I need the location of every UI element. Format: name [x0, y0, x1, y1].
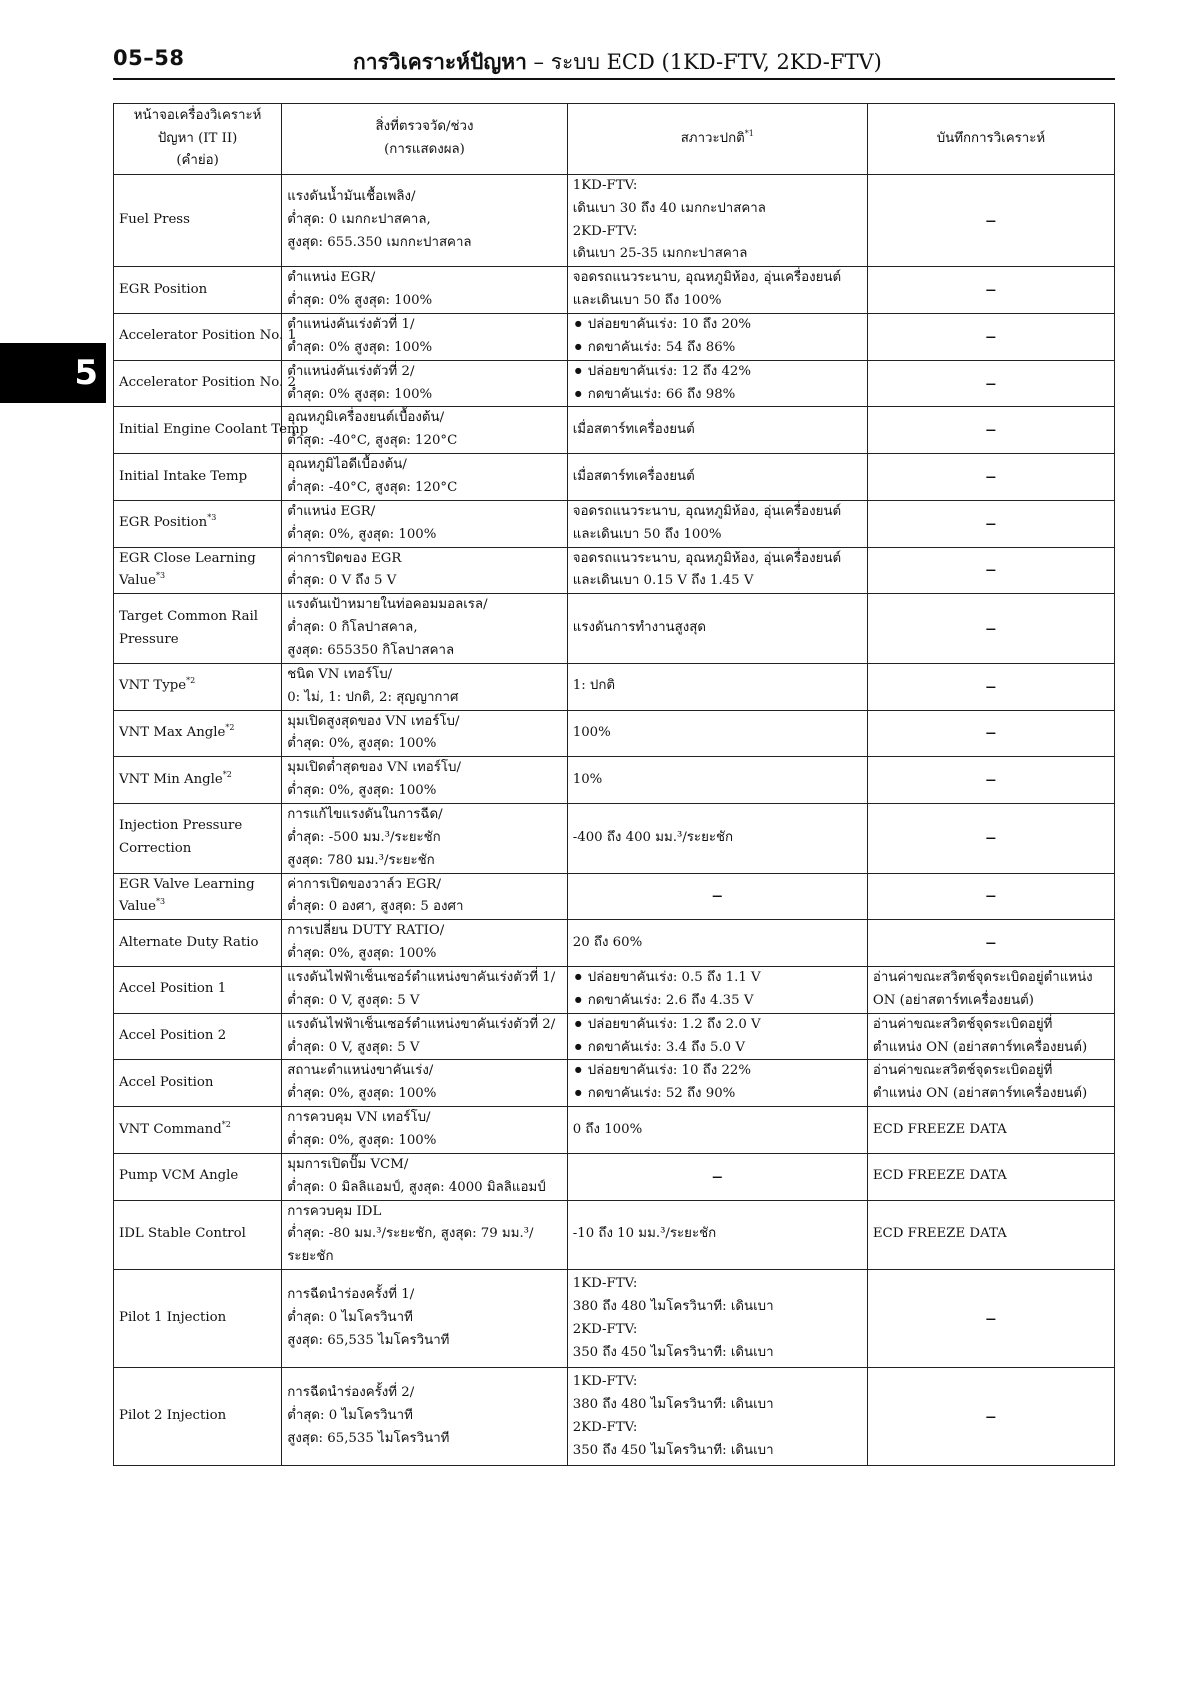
normal-condition-line: 1KD-FTV:: [572, 177, 638, 193]
cell-diagnostic-note: [867, 1060, 1114, 1107]
parameter-name-line: [119, 629, 276, 652]
table-row: [114, 360, 1115, 407]
cell-normal-condition: –: [567, 1153, 867, 1200]
cell-measurement: [282, 547, 568, 594]
parameter-name-line: [119, 675, 276, 698]
normal-condition-line: และเดินเบา 0.15 V ถึง 1.45 V: [572, 573, 754, 589]
header-measurement-item: [282, 104, 568, 175]
parameter-name-text: VNT Min Angle: [119, 771, 223, 787]
table-row: [114, 594, 1115, 664]
cell-normal-condition: [567, 1200, 867, 1270]
cell-diagnostic-note: [867, 1200, 1114, 1270]
page-title-bold: การวิเคราะห์ปัญหา: [353, 49, 527, 74]
parameter-name-line: [119, 1307, 276, 1330]
measurement-line: อุณหภูมิเครื่องยนต์เบื้องต้น/: [287, 410, 445, 426]
header-line: สิ่งที่ตรวจวัด/ช่วง: [375, 119, 474, 135]
measurement-line: ต่ำสุด: 0 V ถึง 5 V: [287, 573, 397, 589]
normal-condition-line: จอดรถแนวระนาบ, อุณหภูมิห้อง, อุ่นเครื่องยนต์: [572, 550, 842, 566]
measurement-line: การฉีดนำร่องครั้งที่ 1/: [287, 1287, 415, 1303]
parameter-name-text: Accel Position 1: [119, 981, 227, 997]
measurement-line: ต่ำสุด: 0 V, สูงสุด: 5 V: [287, 1039, 420, 1055]
parameter-name-text: Initial Engine Coolant Temp: [119, 421, 309, 437]
cell-measurement: [282, 500, 568, 547]
cell-measurement: [282, 313, 568, 360]
parameter-name-line: [119, 978, 276, 1001]
cell-measurement: [282, 757, 568, 804]
cell-diagnostic-note: [867, 967, 1114, 1014]
cell-diagnostic-note: [867, 1107, 1114, 1154]
parameter-name-line: [119, 874, 276, 897]
parameter-name-line: [119, 325, 296, 348]
cell-normal-condition: [567, 594, 867, 664]
table-row: [114, 1107, 1115, 1154]
cell-diagnostic-note: –: [867, 803, 1114, 873]
footnote-marker: *2: [221, 1119, 231, 1129]
measurement-line: มุมเปิดต่ำสุดของ VN เทอร์โบ/: [287, 760, 461, 776]
header-line: ปัญหา (IT II): [157, 130, 238, 146]
parameter-name-text: EGR Close Learning: [119, 550, 256, 566]
cell-parameter-name: [114, 1107, 282, 1154]
cell-normal-condition: [567, 967, 867, 1014]
bullet-item: ● กดขาคันเร่ง: 3.4 ถึง 5.0 V: [573, 1037, 862, 1060]
cell-normal-condition: [567, 1060, 867, 1107]
normal-condition-line: -10 ถึง 10 มม.³/ระยะชัก: [572, 1226, 717, 1242]
cell-parameter-name: [114, 1270, 282, 1368]
normal-condition-line: จอดรถแนวระนาบ, อุณหภูมิห้อง, อุ่นเครื่องยนต์: [572, 503, 842, 519]
measurement-line: ต่ำสุด: -80 มม.³/ระยะชัก, สูงสุด: 79 มม.³/: [287, 1226, 534, 1242]
normal-condition-line: 1KD-FTV:: [572, 1275, 638, 1291]
bullet-item: ● กดขาคันเร่ง: 52 ถึง 90%: [573, 1083, 862, 1106]
measurement-line: ตำแหน่ง EGR/: [287, 503, 376, 519]
cell-parameter-name: [114, 1013, 282, 1060]
cell-parameter-name: [114, 594, 282, 664]
cell-diagnostic-note: –: [867, 454, 1114, 501]
diagnostic-note-line: อ่านค่าขณะสวิตช์จุดระเบิดอยู่ตำแหน่ง: [872, 970, 1093, 985]
bullet-item: ● ปล่อยขาคันเร่ง: 12 ถึง 42%: [573, 361, 862, 384]
cell-measurement: [282, 1013, 568, 1060]
cell-diagnostic-note: –: [867, 360, 1114, 407]
measurement-line: ต่ำสุด: 0%, สูงสุด: 100%: [287, 946, 437, 962]
parameter-name-text: Injection Pressure: [119, 818, 243, 834]
measurement-line: สูงสุด: 780 มม.³/ระยะชัก: [287, 852, 435, 868]
cell-parameter-name: [114, 500, 282, 547]
measurement-line: ตำแหน่ง EGR/: [287, 270, 376, 286]
table-row: [114, 757, 1115, 804]
cell-diagnostic-note: [867, 1153, 1114, 1200]
measurement-line: แรงดันไฟฟ้าเซ็นเซอร์ตำแหน่งขาคันเร่งตัวที่ 2/: [287, 1016, 556, 1032]
measurement-line: ต่ำสุด: 0 กิโลปาสคาล,: [287, 620, 418, 636]
cell-parameter-name: [114, 710, 282, 757]
parameter-name-line: [119, 815, 276, 838]
header-diagnostic-note: [867, 104, 1114, 175]
cell-normal-condition: [567, 1107, 867, 1154]
cell-normal-condition: [567, 1368, 867, 1466]
table-row: [114, 967, 1115, 1014]
bullet-item: ● ปล่อยขาคันเร่ง: 10 ถึง 20%: [573, 314, 862, 337]
cell-diagnostic-note: –: [867, 757, 1114, 804]
cell-measurement: [282, 174, 568, 266]
table-row: [114, 1200, 1115, 1270]
table-row: [114, 407, 1115, 454]
parameter-name-text: VNT Max Angle: [119, 724, 226, 740]
parameter-name-text: EGR Position: [119, 515, 208, 531]
parameter-name-text: EGR Position: [119, 281, 208, 297]
parameter-name-line: [119, 209, 276, 232]
header-text: บันทึกการวิเคราะห์: [936, 130, 1046, 146]
cell-normal-condition: [567, 757, 867, 804]
normal-condition-line: 2KD-FTV:: [572, 1321, 638, 1337]
cell-parameter-name: [114, 967, 282, 1014]
table-header-row: [114, 104, 1115, 175]
measurement-line: ต่ำสุด: 0 มิลลิแอมป์, สูงสุด: 4000 มิลลิแอมป์: [287, 1179, 546, 1195]
cell-measurement: [282, 873, 568, 920]
normal-condition-line: เมื่อสตาร์ทเครื่องยนต์: [572, 468, 695, 484]
parameter-name-line: [119, 1165, 276, 1188]
parameter-name-text: Value: [119, 899, 156, 915]
measurement-line: การควบคุม IDL: [287, 1203, 382, 1219]
section-tab: 5: [0, 343, 106, 403]
normal-condition-line: 2KD-FTV:: [572, 1419, 638, 1435]
cell-diagnostic-note: –: [867, 710, 1114, 757]
table-row: [114, 500, 1115, 547]
cell-normal-condition: [567, 920, 867, 967]
measurement-line: ต่ำสุด: -40°C, สูงสุด: 120°C: [287, 479, 458, 495]
measurement-line: ตำแหน่งคันเร่งตัวที่ 2/: [287, 363, 415, 379]
diagnostic-note-line: ECD FREEZE DATA: [872, 1226, 1007, 1242]
page-header: [113, 42, 1115, 78]
measurement-line: ต่ำสุด: 0% สูงสุด: 100%: [287, 386, 433, 402]
parameter-name-line: [119, 570, 276, 593]
parameter-name-text: Accelerator Position No. 2: [119, 375, 296, 391]
parameter-name-text: VNT Command: [119, 1121, 222, 1137]
footnote-marker: *2: [225, 722, 235, 732]
footnote-marker: *2: [222, 769, 232, 779]
cell-diagnostic-note: –: [867, 407, 1114, 454]
table-row: [114, 267, 1115, 314]
measurement-line: ต่ำสุด: 0 องศา, สูงสุด: 5 องศา: [287, 899, 464, 915]
cell-diagnostic-note: –: [867, 920, 1114, 967]
measurement-line: แรงดันไฟฟ้าเซ็นเซอร์ตำแหน่งขาคันเร่งตัวที่ 1/: [287, 970, 556, 985]
normal-condition-line: และเดินเบา 50 ถึง 100%: [572, 293, 722, 309]
measurement-line: การเปลี่ยน DUTY RATIO/: [287, 923, 445, 939]
header-tester-display: [114, 104, 282, 175]
normal-condition-line: เดินเบา 30 ถึง 40 เมกกะปาสคาล: [572, 200, 766, 216]
cell-normal-condition: [567, 360, 867, 407]
header-line: (การแสดงผล): [384, 141, 465, 157]
cell-diagnostic-note: –: [867, 663, 1114, 710]
parameter-name-line: [119, 838, 276, 861]
table-row: [114, 663, 1115, 710]
cell-diagnostic-note: –: [867, 547, 1114, 594]
table-row: [114, 1060, 1115, 1107]
parameter-name-line: [119, 1025, 276, 1048]
cell-measurement: [282, 454, 568, 501]
parameter-name-text: IDL Stable Control: [119, 1226, 246, 1242]
normal-condition-line: 350 ถึง 450 ไมโครวินาที: เดินเบา: [572, 1344, 774, 1360]
parameter-name-text: Accelerator Position No. 1: [119, 328, 296, 344]
parameter-name-line: [119, 372, 296, 395]
bullet-item: ● กดขาคันเร่ง: 66 ถึง 98%: [573, 384, 862, 407]
diagnostic-note-line: ECD FREEZE DATA: [872, 1121, 1007, 1137]
cell-measurement: [282, 1270, 568, 1368]
normal-condition-line: และเดินเบา 50 ถึง 100%: [572, 526, 722, 542]
measurement-line: ต่ำสุด: 0 เมกกะปาสคาล,: [287, 212, 431, 228]
measurement-line: สูงสุด: 655350 กิโลปาสคาล: [287, 642, 455, 658]
cell-parameter-name: [114, 803, 282, 873]
table-row: [114, 313, 1115, 360]
header-rule: [113, 78, 1115, 80]
cell-parameter-name: [114, 920, 282, 967]
diagnostic-note-line: ตำแหน่ง ON (อย่าสตาร์ทเครื่องยนต์): [872, 1086, 1088, 1102]
footnote-marker: *2: [186, 676, 196, 686]
measurement-line: แรงดันน้ำมันเชื้อเพลิง/: [287, 189, 416, 205]
cell-normal-condition: [567, 663, 867, 710]
cell-diagnostic-note: –: [867, 594, 1114, 664]
cell-measurement: [282, 1153, 568, 1200]
cell-normal-condition: [567, 313, 867, 360]
normal-condition-line: 100%: [572, 724, 611, 740]
footnote-marker: *3: [156, 571, 166, 581]
parameter-name-text: VNT Type: [119, 678, 187, 694]
page-title-rest: – ระบบ ECD (1KD-FTV, 2KD-FTV): [526, 50, 882, 74]
cell-normal-condition: [567, 174, 867, 266]
measurement-line: ต่ำสุด: 0%, สูงสุด: 100%: [287, 1133, 437, 1149]
measurement-line: แรงดันเป้าหมายในท่อคอมมอลเรล/: [287, 597, 488, 613]
parameter-name-text: Pump VCM Angle: [119, 1168, 239, 1184]
parameter-name-text: Initial Intake Temp: [119, 468, 248, 484]
measurement-line: ต่ำสุด: 0 ไมโครวินาที: [287, 1408, 413, 1424]
measurement-line: การควบคุม VN เทอร์โบ/: [287, 1110, 431, 1126]
cell-parameter-name: [114, 1060, 282, 1107]
measurement-line: ต่ำสุด: 0%, สูงสุด: 100%: [287, 1086, 437, 1102]
table-body: [114, 174, 1115, 1465]
diagnostic-note-line: อ่านค่าขณะสวิตช์จุดระเบิดอยู่ที่: [872, 1063, 1053, 1079]
footnote-marker: *1: [744, 128, 754, 138]
measurement-line: ต่ำสุด: 0 V, สูงสุด: 5 V: [287, 992, 420, 1008]
cell-normal-condition: [567, 454, 867, 501]
table-row: [114, 454, 1115, 501]
measurement-line: สูงสุด: 655.350 เมกกะปาสคาล: [287, 234, 472, 250]
parameter-name-text: EGR Valve Learning: [119, 876, 255, 892]
header-text: สภาวะปกติ: [680, 130, 745, 146]
cell-normal-condition: [567, 547, 867, 594]
measurement-line: ชนิด VN เทอร์โบ/: [287, 666, 393, 682]
measurement-line: สถานะตำแหน่งขาคันเร่ง/: [287, 1063, 434, 1079]
parameter-name-text: Correction: [119, 841, 192, 857]
cell-measurement: [282, 663, 568, 710]
bullet-item: ● ปล่อยขาคันเร่ง: 10 ถึง 22%: [573, 1060, 862, 1083]
cell-parameter-name: [114, 407, 309, 454]
diagnostic-data-table: [113, 103, 1115, 1466]
table-row: [114, 1013, 1115, 1060]
footnote-marker: *3: [156, 897, 166, 907]
cell-parameter-name: [114, 547, 282, 594]
parameter-name-line: [119, 512, 276, 535]
parameter-name-text: Pilot 1 Injection: [119, 1310, 227, 1326]
cell-parameter-name: [114, 360, 296, 407]
cell-measurement: [282, 267, 568, 314]
measurement-line: สูงสุด: 65,535 ไมโครวินาที: [287, 1333, 450, 1349]
measurement-line: มุมเปิดสูงสุดของ VN เทอร์โบ/: [287, 713, 460, 729]
measurement-line: มุมการเปิดปั๊ม VCM/: [287, 1156, 409, 1172]
table-row: [114, 920, 1115, 967]
normal-condition-line: แรงดันการทำงานสูงสุด: [572, 620, 706, 636]
normal-condition-line: 380 ถึง 480 ไมโครวินาที: เดินเบา: [572, 1298, 774, 1314]
measurement-line: ต่ำสุด: 0 ไมโครวินาที: [287, 1310, 413, 1326]
bullet-item: ● กดขาคันเร่ง: 2.6 ถึง 4.35 V: [573, 990, 862, 1013]
cell-measurement: [282, 803, 568, 873]
cell-parameter-name: [114, 313, 296, 360]
parameter-name-line: [119, 1223, 276, 1246]
cell-measurement: [282, 594, 568, 664]
cell-diagnostic-note: –: [867, 1368, 1114, 1466]
table-row: [114, 174, 1115, 266]
cell-measurement: [282, 1107, 568, 1154]
parameter-name-line: [119, 896, 276, 919]
parameter-name-text: Fuel Press: [119, 212, 190, 228]
cell-measurement: [282, 1368, 568, 1466]
parameter-name-line: [119, 466, 276, 489]
normal-condition-line: 0 ถึง 100%: [572, 1121, 643, 1137]
cell-parameter-name: [114, 267, 282, 314]
cell-parameter-name: [114, 1153, 282, 1200]
cell-diagnostic-note: –: [867, 267, 1114, 314]
parameter-name-text: Value: [119, 573, 156, 589]
cell-diagnostic-note: –: [867, 500, 1114, 547]
normal-condition-line: เมื่อสตาร์ทเครื่องยนต์: [572, 421, 695, 437]
cell-measurement: [282, 1200, 568, 1270]
cell-measurement: [282, 360, 568, 407]
measurement-line: ต่ำสุด: 0% สูงสุด: 100%: [287, 293, 433, 309]
normal-condition-line: จอดรถแนวระนาบ, อุณหภูมิห้อง, อุ่นเครื่องยนต์: [572, 270, 842, 286]
diagnostic-note-line: ECD FREEZE DATA: [872, 1168, 1007, 1184]
normal-condition-line: 20 ถึง 60%: [572, 934, 643, 950]
measurement-line: ต่ำสุด: 0% สูงสุด: 100%: [287, 339, 433, 355]
cell-parameter-name: [114, 873, 282, 920]
cell-parameter-name: [114, 663, 282, 710]
measurement-line: ต่ำสุด: 0%, สูงสุด: 100%: [287, 526, 437, 542]
measurement-line: สูงสุด: 65,535 ไมโครวินาที: [287, 1431, 450, 1447]
normal-condition-line: 350 ถึง 450 ไมโครวินาที: เดินเบา: [572, 1442, 774, 1458]
cell-diagnostic-note: –: [867, 873, 1114, 920]
page-title: [353, 46, 882, 79]
header-normal-condition: [567, 104, 867, 175]
table-row: [114, 1368, 1115, 1466]
cell-normal-condition: [567, 1013, 867, 1060]
measurement-line: ตำแหน่งคันเร่งตัวที่ 1/: [287, 316, 415, 332]
parameter-name-text: Pilot 2 Injection: [119, 1408, 227, 1424]
bullet-item: ● กดขาคันเร่ง: 54 ถึง 86%: [573, 337, 862, 360]
parameter-name-line: [119, 1405, 276, 1428]
cell-normal-condition: [567, 1270, 867, 1368]
normal-condition-line: เดินเบา 25-35 เมกกะปาสคาล: [572, 246, 748, 262]
normal-condition-line: 380 ถึง 480 ไมโครวินาที: เดินเบา: [572, 1396, 774, 1412]
table-row: [114, 1153, 1115, 1200]
footnote-marker: *3: [207, 513, 217, 523]
cell-diagnostic-note: [867, 1013, 1114, 1060]
parameter-name-line: [119, 769, 276, 792]
cell-parameter-name: [114, 174, 282, 266]
normal-condition-line: -400 ถึง 400 มม.³/ระยะชัก: [572, 829, 734, 845]
cell-diagnostic-note: –: [867, 313, 1114, 360]
diagnostic-note-line: อ่านค่าขณะสวิตช์จุดระเบิดอยู่ที่: [872, 1016, 1053, 1032]
cell-measurement: [282, 710, 568, 757]
measurement-line: การแก้ไขแรงดันในการฉีด/: [287, 806, 443, 822]
cell-measurement: [282, 967, 568, 1014]
parameter-name-line: [119, 279, 276, 302]
table-row: [114, 873, 1115, 920]
cell-normal-condition: [567, 500, 867, 547]
cell-measurement: [282, 1060, 568, 1107]
parameter-name-line: [119, 1119, 276, 1142]
parameter-name-line: [119, 1072, 276, 1095]
parameter-name-text: Alternate Duty Ratio: [119, 934, 259, 950]
cell-normal-condition: [567, 407, 867, 454]
cell-normal-condition: –: [567, 873, 867, 920]
cell-normal-condition: [567, 267, 867, 314]
page-number: 05–58: [113, 46, 185, 70]
normal-condition-line: 10%: [572, 771, 603, 787]
cell-normal-condition: [567, 803, 867, 873]
parameter-name-text: Accel Position 2: [119, 1028, 227, 1044]
header-line: หน้าจอเครื่องวิเคราะห์: [133, 108, 262, 123]
cell-measurement: [282, 920, 568, 967]
normal-condition-line: 1KD-FTV:: [572, 1373, 638, 1389]
cell-diagnostic-note: –: [867, 1270, 1114, 1368]
table-row: [114, 547, 1115, 594]
cell-measurement: [282, 407, 568, 454]
cell-normal-condition: [567, 710, 867, 757]
measurement-line: ค่าการปิดของ EGR: [287, 550, 402, 566]
parameter-name-text: Accel Position: [119, 1074, 214, 1090]
table-row: [114, 710, 1115, 757]
measurement-line: ต่ำสุด: 0%, สูงสุด: 100%: [287, 783, 437, 799]
cell-parameter-name: [114, 1200, 282, 1270]
cell-parameter-name: [114, 1368, 282, 1466]
diagnostic-note-line: ตำแหน่ง ON (อย่าสตาร์ทเครื่องยนต์): [872, 1039, 1088, 1055]
parameter-name-line: [119, 722, 276, 745]
bullet-item: ● ปล่อยขาคันเร่ง: 0.5 ถึง 1.1 V: [573, 967, 862, 990]
measurement-line: ต่ำสุด: 0%, สูงสุด: 100%: [287, 736, 437, 752]
parameter-name-line: [119, 548, 276, 571]
measurement-line: ต่ำสุด: -40°C, สูงสุด: 120°C: [287, 433, 458, 449]
measurement-line: ระยะชัก: [287, 1249, 334, 1265]
cell-diagnostic-note: –: [867, 174, 1114, 266]
measurement-line: ต่ำสุด: -500 มม.³/ระยะชัก: [287, 829, 441, 845]
parameter-name-line: [119, 932, 276, 955]
measurement-line: ค่าการเปิดของวาล์ว EGR/: [287, 876, 442, 892]
measurement-line: อุณหภูมิไอดีเบื้องต้น/: [287, 457, 407, 473]
cell-parameter-name: [114, 757, 282, 804]
normal-condition-line: 2KD-FTV:: [572, 223, 638, 239]
parameter-name-line: [119, 606, 276, 629]
table-row: [114, 1270, 1115, 1368]
bullet-item: ● ปล่อยขาคันเร่ง: 1.2 ถึง 2.0 V: [573, 1014, 862, 1037]
parameter-name-text: Pressure: [119, 631, 179, 647]
measurement-line: การฉีดนำร่องครั้งที่ 2/: [287, 1385, 415, 1401]
measurement-line: 0: ไม่, 1: ปกติ, 2: สุญญากาศ: [287, 689, 459, 705]
header-line: (คำย่อ): [176, 153, 219, 169]
diagnostic-note-line: ON (อย่าสตาร์ทเครื่องยนต์): [872, 992, 1034, 1008]
normal-condition-line: 1: ปกติ: [572, 678, 616, 694]
parameter-name-line: [119, 419, 309, 442]
table-row: [114, 803, 1115, 873]
cell-parameter-name: [114, 454, 282, 501]
parameter-name-text: Target Common Rail: [119, 608, 259, 624]
